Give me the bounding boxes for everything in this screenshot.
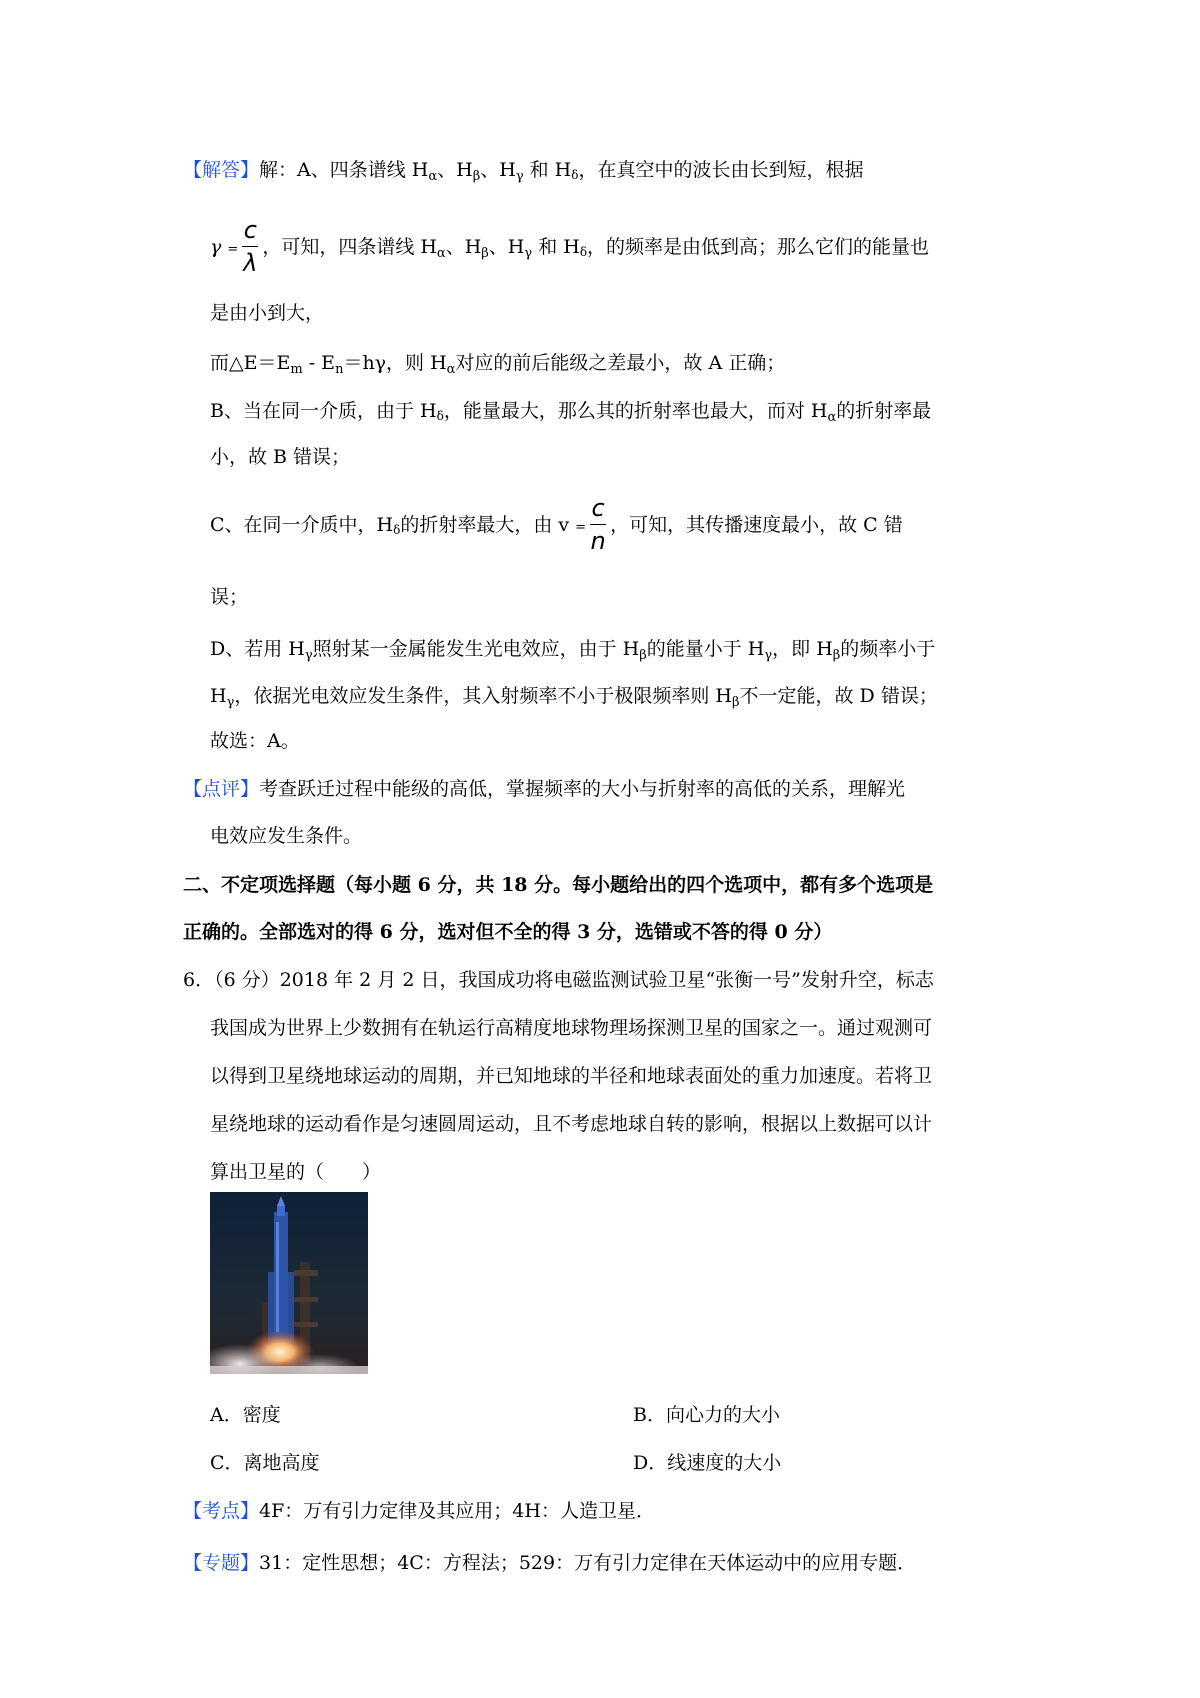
section-heading-line-1: 二、不定项选择题（每小题 6 分，共 18 分。每小题给出的四个选项中，都有多个选项是 [183,874,934,896]
option-b: B．向心力的大小 [633,1404,780,1426]
rocket-launch-image [210,1192,368,1374]
solution-line-3: 是由小到大， [210,302,325,324]
solution-line-5: B、当在同一介质，由于 $H_\delta$，能量最大，那么其的折射率也最大，而对 $H_\alpha$的折射率最 [210,400,932,425]
solution-line-6: 小，故 B 错误； [210,446,351,468]
solution-line-11: 故选：A。 [210,730,300,752]
option-d: D．线速度的大小 [633,1452,782,1474]
kaodian-line: 【考点】4F：万有引力定律及其应用；4H：人造卫星． [183,1500,655,1522]
question-line-1: 6．（6 分）2018 年 2 月 2 日，我国成功将电磁监测试验卫星“张衡一号”发射升空，标志 [183,969,934,991]
solution-tag: 【解答】 [183,159,260,181]
zhuanti-tag: 【专题】 [183,1552,260,1574]
comment-tag: 【点评】 [183,778,260,800]
option-c: C．离地高度 [210,1452,320,1474]
zhuanti-line: 【专题】31：定性思想；4C：方程法；529：万有引力定律在天体运动中的应用专题． [183,1552,917,1574]
question-line-3: 以得到卫星绕地球运动的周期，并已知地球的半径和地球表面处的重力加速度。若将卫 [210,1065,933,1087]
fraction-c-over-lambda: $\frac{c}{\lambda}$ [243,215,258,277]
solution-line-7: C、在同一介质中，$H_\delta$的折射率最大，由 v = $\frac{c}{n}$ ，可知，其传播速度最小，故 C 错 [210,493,903,555]
section-heading-line-2: 正确的。全部选对的得 6 分，选对但不全的得 3 分，选错或不答的得 0 分） [183,921,833,943]
comment-line-2: 电效应发生条件。 [210,825,363,847]
question-line-4: 星绕地球的运动看作是匀速圆周运动，且不考虑地球自转的影响，根据以上数据可以计 [210,1113,933,1135]
kaodian-tag: 【考点】 [183,1500,260,1522]
comment-line-1: 【点评】考查跃迁过程中能级的高低，掌握频率的大小与折射率的高低的关系，理解光 [183,778,906,800]
fraction-c-over-n: $\frac{c}{n}$ [590,493,606,555]
solution-line-1: 【解答】解：A、四条谱线 $H_\alpha$、$H_\beta$、$H_\gamma$ 和 $H_\delta$，在真空中的波长由长到短，根据 [183,159,864,184]
question-line-2: 我国成为世界上少数拥有在轨运行高精度地球物理场探测卫星的国家之一。通过观测可 [210,1017,933,1039]
solution-line-4: 而$\triangle E=E_m - E_n=h\gamma$，则 $H_\alpha$对应的前后能级之差最小，故 A 正确； [210,352,786,377]
solution-line-10: $H_\gamma$，依据光电效应发生条件，其入射频率不小于极限频率则 $H_\beta$不一定能，故 D 错误； [210,685,938,710]
solution-line-2: γ = $\frac{c}{\lambda}$ ，可知，四条谱线 $H_\alpha$、$H_\beta$、$H_\gamma$ 和 $H_\delta$，的频率是由低到高；那么它们的能量也 [210,215,930,277]
solution-line-8: 误； [210,586,249,608]
question-line-5: 算出卫星的（ ） [210,1161,382,1183]
solution-line-9: D、若用 $H_\gamma$照射某一金属能发生光电效应，由于 $H_\beta$的能量小于 $H_\gamma$，即 $H_\beta$的频率小于 [210,638,936,663]
option-a: A．密度 [210,1404,281,1426]
